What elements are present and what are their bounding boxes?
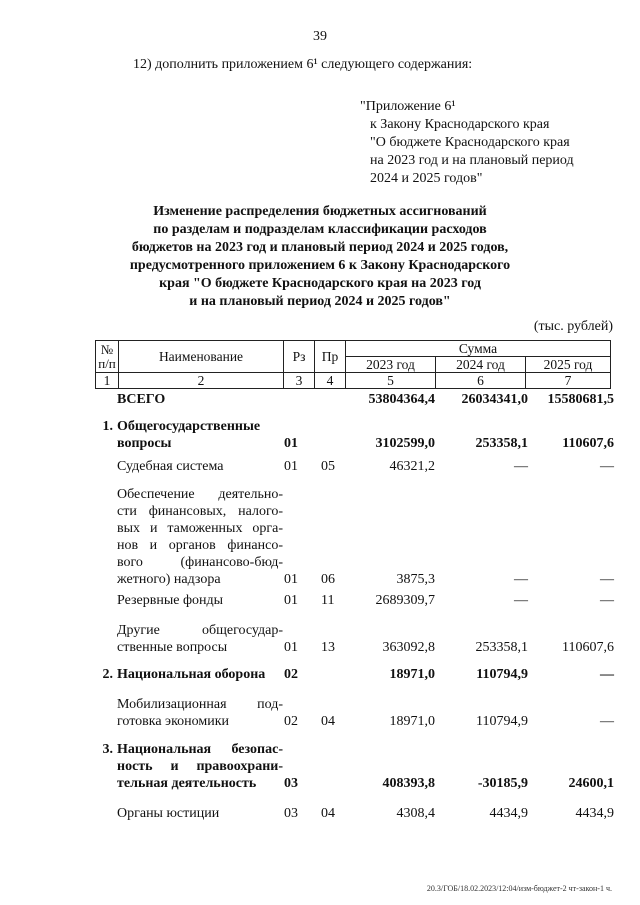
header-num: № п/п: [96, 341, 119, 373]
row-value-2024: 26034341,0: [461, 392, 528, 407]
row-value-2023: 363092,8: [382, 640, 435, 655]
row-name: Органы юстиции: [117, 806, 220, 821]
row-value-2025: —: [600, 593, 614, 608]
appendix-line: на 2023 год и на плановый период: [370, 153, 574, 168]
row-name: Судебная система: [117, 459, 224, 474]
row-value-2023: 18971,0: [389, 714, 435, 729]
header-sum: Сумма: [346, 341, 611, 357]
row-name: Национальная безопас- ность и правоохрани- тельная деятельность: [117, 742, 283, 791]
row-rz: 02: [284, 667, 298, 682]
row-rz: 01: [284, 459, 298, 474]
table-header: [95, 340, 611, 389]
header-2024: 2024 год: [436, 357, 526, 373]
row-value-2023: 4308,4: [396, 806, 435, 821]
row-rz: 01: [284, 572, 298, 587]
row-value-2024: 110794,9: [476, 667, 528, 682]
row-value-2024: 253358,1: [475, 640, 528, 655]
row-rz: 01: [284, 640, 298, 655]
row-pr: 04: [321, 806, 335, 821]
row-value-2024: —: [514, 572, 528, 587]
header-name: Наименование: [119, 341, 284, 373]
row-value-2025: —: [600, 572, 614, 587]
col-num: 6: [436, 373, 526, 389]
header-2025: 2025 год: [526, 357, 611, 373]
col-num: 5: [346, 373, 436, 389]
row-value-2023: 53804364,4: [368, 392, 435, 407]
col-num: 3: [284, 373, 315, 389]
row-number: 3.: [102, 742, 113, 757]
row-number: 1.: [102, 419, 113, 434]
row-value-2025: —: [600, 667, 614, 682]
header-rz: Рз: [284, 341, 315, 373]
title-line: предусмотренного приложением 6 к Закону Краснодарского: [129, 258, 511, 273]
appendix-reference: [360, 98, 610, 188]
row-value-2025: —: [600, 714, 614, 729]
row-value-2024: 110794,9: [476, 714, 528, 729]
row-number: 2.: [102, 667, 113, 682]
page-number: 39: [313, 29, 327, 44]
row-value-2024: —: [514, 459, 528, 474]
row-value-2025: 4434,9: [575, 806, 614, 821]
appendix-line: 2024 и 2025 годов": [370, 171, 483, 186]
row-value-2025: —: [600, 459, 614, 474]
row-rz: 01: [284, 593, 298, 608]
document-title: [100, 203, 540, 311]
units-label: (тыс. рублей): [533, 319, 613, 334]
title-line: и на плановый период 2024 и 2025 годов": [189, 294, 451, 309]
table-row: [95, 592, 615, 609]
row-pr: 04: [321, 714, 335, 729]
row-value-2025: 15580681,5: [547, 392, 614, 407]
row-value-2025: 110607,6: [562, 640, 614, 655]
table-row: [95, 805, 615, 822]
header-2023: 2023 год: [346, 357, 436, 373]
row-value-2023: 3102599,0: [375, 436, 435, 451]
row-value-2023: 408393,8: [382, 776, 435, 791]
appendix-line: к Закону Краснодарского края: [370, 117, 550, 132]
row-rz: 03: [284, 806, 298, 821]
row-value-2023: 3875,3: [396, 572, 435, 587]
row-name: Общегосударственные вопросы: [117, 419, 261, 451]
intro-text: 12) дополнить приложением 6¹ следующего содержания:: [133, 57, 473, 72]
table-row: [95, 486, 615, 588]
appendix-line: "Приложение 6¹: [360, 99, 456, 114]
row-pr: 11: [321, 593, 335, 608]
title-line: Изменение распределения бюджетных ассигнований: [153, 204, 487, 219]
row-name: ВСЕГО: [117, 392, 166, 407]
title-line: края "О бюджете Краснодарского края на 2023 год: [159, 276, 481, 291]
row-name: Национальная оборона: [117, 667, 266, 682]
row-rz: 02: [284, 714, 298, 729]
row-name: Другие общегосудар- ственные вопросы: [117, 623, 283, 655]
table-row: [95, 666, 615, 683]
row-name: Резервные фонды: [117, 593, 224, 608]
row-value-2024: 253358,1: [475, 436, 528, 451]
row-pr: 13: [321, 640, 335, 655]
appendix-line: "О бюджете Краснодарского края: [370, 135, 570, 150]
row-rz: 01: [284, 436, 298, 451]
row-value-2024: -30185,9: [477, 776, 528, 791]
col-num: 2: [119, 373, 284, 389]
row-name: Обеспечение деятельно- сти финансовых, налого- вых и таможенных орга- нов и органов финансо- вого (финансово-бюд- жетного) надзора: [117, 487, 283, 587]
table-row: [95, 741, 615, 792]
table-row: [95, 458, 615, 475]
row-pr: 06: [321, 572, 335, 587]
row-name: Мобилизационная под- готовка экономики: [117, 697, 283, 729]
table-row-total: [95, 391, 615, 408]
table-row: [95, 418, 615, 452]
row-value-2024: —: [514, 593, 528, 608]
row-value-2025: 110607,6: [562, 436, 614, 451]
header-pr: Пр: [315, 341, 346, 373]
title-line: по разделам и подразделам классификации расходов: [153, 222, 487, 237]
row-value-2023: 46321,2: [389, 459, 435, 474]
footer-stamp: 20.3/ГОБ/18.02.2023/12:04/изм-бюджет-2 чт-закон-1 ч.: [426, 884, 612, 893]
row-value-2024: 4434,9: [489, 806, 528, 821]
col-num: 4: [315, 373, 346, 389]
col-num: 7: [526, 373, 611, 389]
col-num: 1: [96, 373, 119, 389]
table-row: [95, 622, 615, 656]
row-value-2023: 18971,0: [389, 667, 435, 682]
row-value-2023: 2689309,7: [375, 593, 435, 608]
row-rz: 03: [284, 776, 298, 791]
row-pr: 05: [321, 459, 335, 474]
table-row: [95, 696, 615, 730]
title-line: бюджетов на 2023 год и плановый период 2024 и 2025 годов,: [131, 240, 509, 255]
row-value-2025: 24600,1: [568, 776, 614, 791]
